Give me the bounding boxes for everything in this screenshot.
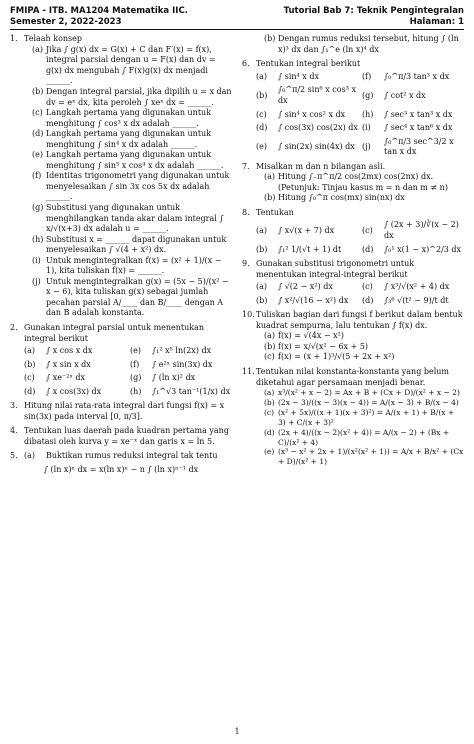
question-10: 10. Tuliskan bagian dari fungsi f berikut dalam bentuk kuadrat sempurna, lalu tentukan ∫ f(x) dx. (a) f(x) = √(4x − x²) (b) f(x) = x/√(x² − 6x + 5) (c) f(x) = (x + 1)³/√(5 + 2x + x²) [242, 310, 463, 362]
item-6i: (i) ∫ sec⁴ x tan⁶ x dx [362, 123, 453, 133]
item-8a: (a) ∫ x√(x + 7) dx [256, 225, 335, 235]
page-header [10, 6, 464, 27]
item-9d: (d) ∫₃⁶ √(t² − 9)/t dt [362, 295, 449, 305]
item-9b: (b) ∫ x²/√(16 − x²) dx [256, 295, 349, 305]
question-8: 8. Tentukan (a) ∫ x√(x + 7) dx (c) ∫ (2x + 3)/∛(x − 2) dx (b) ∫₁² 1/(√t + 1) dt (d) ∫₀¹ x(1 − x)^2/3 dx [242, 208, 464, 255]
semester-label: Semester 2, 2022-2023 [10, 16, 122, 27]
item-6b: (b) ∫₀^π/2 sin⁶ x cos³ x dx [256, 85, 356, 105]
item-2e: (e) ∫₁² x⁵ ln(2x) dx [130, 346, 212, 356]
question-7: 7. Misalkan m dan n bilangan asli. (a) Hitung ∫₋π^π/2 cos(2mx) cos(2nx) dx. (Petunjuk: Tinjau kasus m = n dan m ≠ n) (b) Hitung ∫₀^π cos(mx) sin(nx) dx [242, 161, 448, 203]
left-column [10, 34, 232, 479]
question-6: 6. Tentukan integral berikut (a) ∫ sin⁴ x dx (f) ∫₀^π/3 tan³ x dx (b) ∫₀^π/2 sin⁶ x cos³ x dx (g) ∫ cot² x dx (c) ∫ sin⁴ x cos² x dx (h) ∫ sec³ x tan³ x dx (d) ∫ cos(3x) cos(2x) dx (i) ∫ sec⁴ x tan⁶ x dx (e) ∫ sin(2x) sin(4x) dx (j) ∫₀^π/3 sec^3/2 x tan x dx [242, 59, 464, 157]
reduction-formula: ∫ (ln x)ⁿ dx = x(ln x)ⁿ − n ∫ (ln x)ⁿ⁻¹ dx [43, 465, 199, 475]
item-1e: (e) Langkah pertama yang digunakan untuk menghitung ∫ sin⁵ x cos⁴ x dx adalah ______. [32, 150, 224, 170]
item-1d: (d) Langkah pertama yang digunakan untuk menghitung ∫ sin⁴ x dx adalah ______. [32, 129, 212, 149]
header-left [10, 6, 188, 27]
question-3: 3. Hitung nilai rata-rata integral dari fungsi f(x) = x sin(3x) pada interval [0, π/3]. [10, 401, 225, 421]
item-6c: (c) ∫ sin⁴ x cos² x dx [256, 109, 346, 119]
item-6d: (d) ∫ cos(3x) cos(2x) dx [256, 123, 358, 133]
item-2c: (c) ∫ xe⁻²ˣ dx [24, 373, 85, 383]
item-6g: (g) ∫ cot² x dx [362, 90, 426, 100]
item-11e: (e) (x³ − x² + 2x + 1)/(x²(x² + 1)) = A/x + B/x² + (Cx + D)/(x² + 1) [264, 447, 464, 467]
item-11b: (b) (2x − 3)/((x − 3)(x − 4)) = A/(x − 3) + B/(x − 4) [264, 398, 459, 407]
item-1g: (g) Substitusi yang digunakan untuk menghilangkan tanda akar dalam integral ∫ x/√(x+3) dx adalah u = ______. [32, 203, 224, 234]
header-rule [10, 29, 464, 30]
course-title: FMIPA - ITB. MA1204 Matematika IIC. [10, 6, 188, 16]
item-1h: (h) Substitusi x = ______ dapat digunakan untuk menyelesaikan ∫ √(4 + x²) dx. [32, 234, 227, 255]
item-2h: (h) ∫₁^√3 tan⁻¹(1/x) dx [130, 386, 231, 396]
question-number: 1. [10, 34, 18, 44]
question-title: Telaah konsep [24, 34, 83, 44]
tutorial-title: Tutorial Bab 7: Teknik Pengintegralan [283, 6, 464, 16]
question-9: 9. Gunakan substitusi trigonometri untuk menentukan integral-integral berikut (a) ∫ √(2 − x²) dx (c) ∫ x³/√(x² + 4) dx (b) ∫ x²/√(16 − x²) dx (d) ∫₃⁶ √(t² − 9)/t dt [242, 259, 464, 306]
page-label: Halaman: 1 [409, 16, 464, 27]
item-10b: (b) f(x) = x/√(x² − 6x + 5) [264, 341, 369, 351]
item-1a: (a) Jika ∫ g(x) dx = G(x) + C dan F′(x) = f(x), integral parsial dengan u = F(x) dan dv = g(x) dx mengubah ∫ F(x)g(x) dx menjadi ______. [32, 44, 216, 86]
item-8c: (c) ∫ (2x + 3)/∛(x − 2) dx [362, 220, 459, 240]
item-2a: (a) ∫ x cos x dx [24, 346, 93, 356]
item-6j: (j) ∫₀^π/3 sec^3/2 x tan x dx [362, 136, 454, 157]
question-11: 11. Tentukan nilai konstanta-konstanta yang belum diketahui agar persamaan menjadi benar. (a) x³/(x² + x − 2) = Ax + B + (Cx + D)/(x² + x − 2) (b) (2x − 3)/((x − 3)(x − 4)) = A/(x − 3) + B/(x − 4) (c) (x² + 5x)/((x + 1)(x + 3)²) = A/(x + 1) + B/(x + 3) + C/(x + 3)² (d) (2x + 4)/((x − 2)(x² + 4)) = A/(x − 2) + (Bx + C)/(x² + 4) (e) (x³ − x² + 2x + 1)/(x²(x² + 1)) = A/x + B/x² + (Cx + D)/(x² + 1) [242, 367, 464, 467]
item-8b: (b) ∫₁² 1/(√t + 1) dt [256, 244, 342, 254]
right-column [242, 34, 464, 479]
header-right [284, 6, 464, 27]
item-10c: (c) f(x) = (x + 1)³/√(5 + 2x + x²) [264, 352, 395, 362]
item-1c: (c) Langkah pertama yang digunakan untuk menghitung ∫ cos³ x dx adalah ______. [32, 108, 212, 128]
question-5a: 5. (a) Buktikan rumus reduksi integral tak tentu ∫ (ln x)ⁿ dx = x(ln x)ⁿ − n ∫ (ln x)ⁿ⁻¹ dx [10, 451, 232, 475]
item-6h: (h) ∫ sec³ x tan³ x dx [362, 109, 453, 119]
question-number: 2. [10, 323, 18, 333]
item-1i: (i) Untuk mengintegralkan f(x) = (x² + 1)/(x − 1), kita tuliskan f(x) = ______. [32, 255, 222, 276]
question-5b: (b) Dengan rumus reduksi tersebut, hitung ∫ (ln x)³ dx dan ∫₁^e (ln x)⁴ dx [264, 34, 459, 54]
page-number: 1 [234, 727, 240, 737]
item-11a: (a) x³/(x² + x − 2) = Ax + B + (Cx + D)/(x² + x − 2) [264, 388, 460, 398]
item-10a: (a) f(x) = √(4x − x²) [264, 331, 344, 341]
item-2d: (d) ∫ x cos(3x) dx [24, 386, 102, 396]
item-6e: (e) ∫ sin(2x) sin(4x) dx [256, 141, 355, 151]
item-6a: (a) ∫ sin⁴ x dx [256, 71, 319, 81]
question-2 [10, 323, 232, 397]
item-2f: (f) ∫ e²ˣ sin(3x) dx [130, 359, 213, 369]
question-title: Gunakan integral parsial untuk menentukan integral berikut [24, 323, 205, 343]
item-2g: (g) ∫ (ln x)² dx [130, 373, 196, 383]
item-9c: (c) ∫ x³/√(x² + 4) dx [362, 282, 450, 292]
item-9a: (a) ∫ √(2 − x²) dx [256, 282, 333, 292]
item-1b: (b) Dengan integral parsial, jika dipilih u = x dan dv = eˣ dx, kita peroleh ∫ xeˣ dx = ______. [32, 86, 232, 107]
item-1f: (f) Identitas trigonometri yang digunakan untuk menyelesaikan ∫ sin 3x cos 5x dx adalah ______. [32, 171, 230, 202]
item-11c: (c) (x² + 5x)/((x + 1)(x + 3)²) = A/(x + 1) + B/(x + 3) + C/(x + 3)² [264, 407, 455, 427]
question-4: 4. Tentukan luas daerah pada kuadran pertama yang dibatasi oleh kurva y = xe⁻ˣ dan garis x = ln 5. [10, 426, 229, 446]
item-8d: (d) ∫₀¹ x(1 − x)^2/3 dx [362, 244, 462, 254]
item-11d: (d) (2x + 4)/((x − 2)(x² + 4)) = A/(x − 2) + (Bx + C)/(x² + 4) [264, 427, 450, 447]
item-2b: (b) ∫ x sin x dx [24, 359, 91, 369]
item-1j: (j) Untuk mengintegralkan g(x) = (5x − 5)/(x² − x − 6), kita tuliskan g(x) sebagai jumlah pecahan parsial A/____ dan B/____ dengan A dan B adalah konstanta. [32, 276, 229, 318]
question-1 [10, 34, 232, 319]
item-6f: (f) ∫₀^π/3 tan³ x dx [362, 71, 450, 81]
